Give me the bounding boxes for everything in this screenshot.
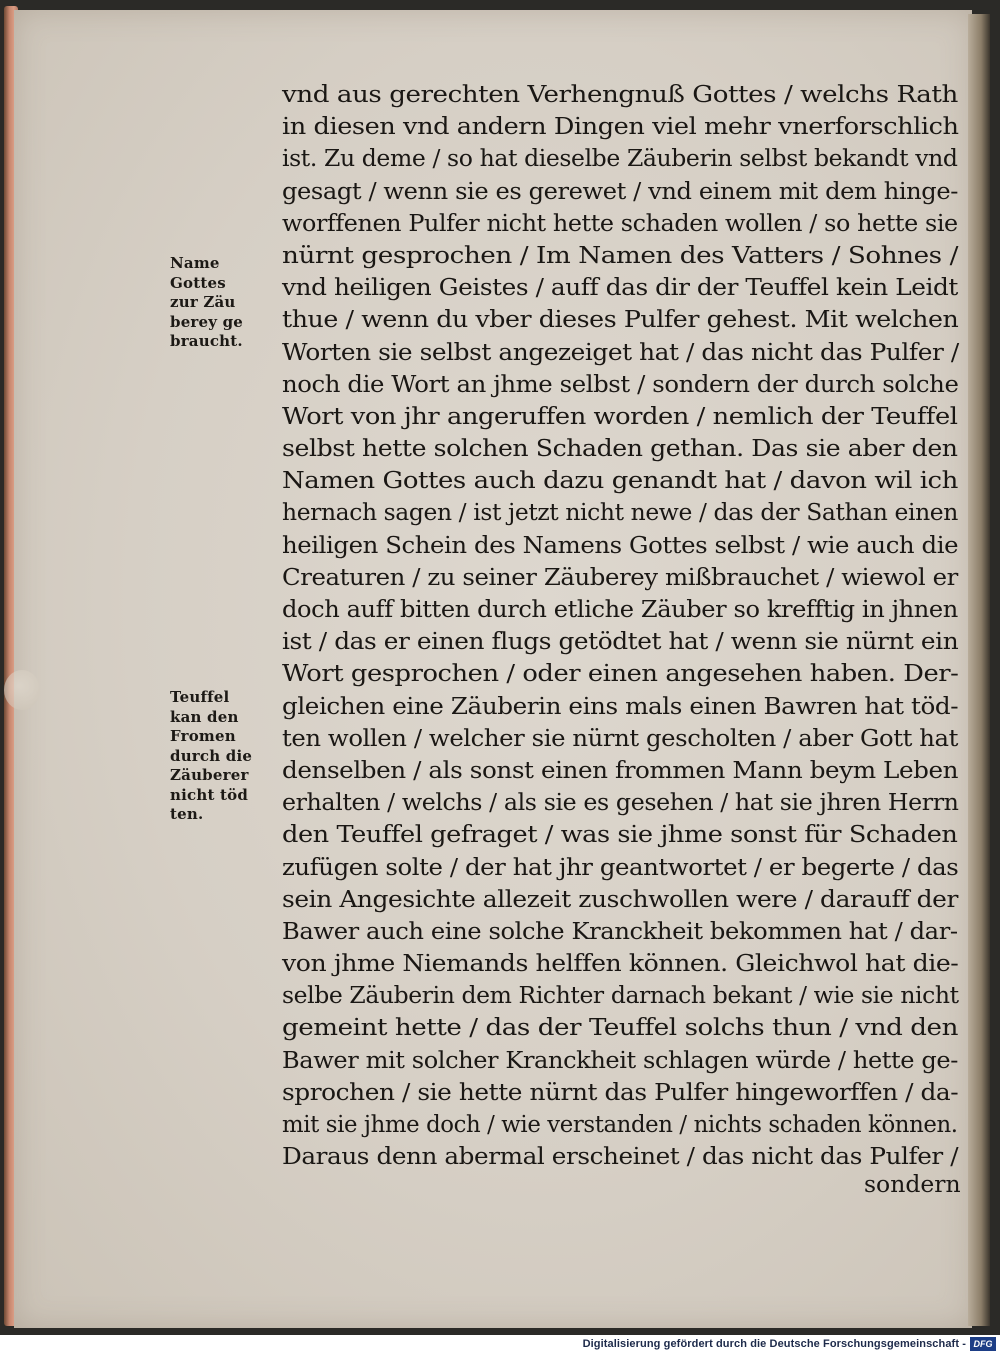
margin-note-line: ten.: [170, 805, 204, 823]
text-line: thue / wenn du vber dieses Pulfer gehest. Mit welchen: [282, 305, 959, 334]
text-line: gesagt / wenn sie es gerewet / vnd einem mit dem hinge-: [282, 176, 958, 205]
text-line: Creaturen / zu seiner Zäuberey mißbrauchet / wiewol er: [282, 562, 958, 591]
text-line: Wort gesprochen / oder einen angesehen haben. Der-: [282, 659, 959, 688]
text-line: Bawer mit solcher Kranckheit schlagen würde / hette ge-: [282, 1045, 958, 1074]
text-line: von jhme Niemands helffen können. Gleichwol hat die-: [282, 949, 959, 978]
catchword: sondern: [864, 1170, 961, 1198]
margin-note-line: Teuffel: [170, 688, 230, 706]
text-line: gleichen eine Zäuberin eins mals einen Bawren hat töd-: [282, 691, 959, 720]
text-line: heiligen Schein des Namens Gottes selbst / wie auch die: [282, 530, 959, 559]
margin-note-line: Name: [170, 254, 220, 272]
text-line: worffenen Pulfer nicht hette schaden wollen / so hette sie: [282, 208, 958, 237]
margin-note-line: Fromen: [170, 727, 236, 745]
text-line: denselben / als sonst einen frommen Mann beym Leben: [282, 755, 959, 784]
text-line: in diesen vnd andern Dingen viel mehr vnerforschlich: [282, 112, 959, 141]
text-line: hernach sagen / ist jetzt nicht newe / das der Sathan einen: [282, 498, 958, 527]
text-line: ist. Zu deme / so hat dieselbe Zäuberin selbst bekandt vnd: [282, 144, 958, 173]
text-line: erhalten / welchs / als sie es gesehen / hat sie jhren Herrn: [282, 788, 959, 817]
text-line: zufügen solte / der hat jhr geantwortet / er begerte / das: [282, 852, 959, 881]
text-line: nürnt gesprochen / Im Namen des Vatters / Sohnes /: [282, 240, 958, 269]
text-line: mit sie jhme doch / wie verstanden / nichts schaden können.: [282, 1110, 958, 1138]
text-line: doch auff bitten durch etliche Zäuber so krefftig in jhnen: [282, 595, 958, 623]
text-line: Worten sie selbst angezeiget hat / das nicht das Pulfer /: [282, 337, 959, 366]
text-line: vnd heiligen Geistes / auff das dir der Teuffel kein Leidt: [282, 273, 958, 302]
text-line: Bawer auch eine solche Kranckheit bekommen hat / dar-: [282, 916, 958, 945]
margin-note-line: Zäuberer: [170, 766, 249, 784]
text-line: sprochen / sie hette nürnt das Pulfer hingeworffen / da-: [282, 1077, 959, 1106]
text-line: den Teuffel gefraget / was sie jhme sonst für Schaden: [282, 820, 958, 849]
margin-note-line: nicht töd: [170, 785, 249, 804]
text-line: noch die Wort an jhme selbst / sondern der durch solche: [282, 369, 959, 398]
text-line: gemeint hette / das der Teuffel solchs thun / vnd den: [282, 1013, 958, 1042]
margin-note-line: durch die: [170, 746, 253, 765]
text-line: Daraus denn abermal erscheinet / das nicht das Pulfer /: [282, 1142, 959, 1171]
margin-note-line: zur Zäu: [170, 293, 236, 311]
digitization-credit: Digitalisierung gefördert durch die Deutsche Forschungsgemeinschaft -: [582, 1338, 966, 1350]
margin-note-line: braucht.: [170, 332, 243, 350]
margin-note-teuffel: [170, 688, 270, 825]
text-line: selbst hette solchen Schaden gethan. Das sie aber den: [282, 434, 958, 463]
body-text: [282, 78, 962, 1172]
dfg-logo: DFG: [970, 1337, 996, 1351]
text-line: vnd aus gerechten Verhengnuß Gottes / welchs Rath: [282, 80, 958, 108]
margin-note-line: Gottes: [170, 273, 226, 292]
text-line: ist / das er einen flugs getödtet hat / wenn sie nürnt ein: [282, 627, 959, 656]
text-line: Namen Gottes auch dazu genandt hat / davon wil ich: [282, 466, 958, 495]
margin-note-name-gottes: [170, 254, 270, 352]
clasp-shadow: [4, 670, 40, 710]
margin-note-line: berey ge: [170, 312, 244, 331]
text-line: Wort von jhr angeruffen worden / nemlich der Teuffel: [282, 401, 958, 430]
text-line: sein Angesichte allezeit zuschwollen were / darauff der: [282, 884, 958, 913]
text-line: ten wollen / welcher sie nürnt gescholten / aber Gott hat: [282, 723, 959, 752]
text-line: selbe Zäuberin dem Richter darnach bekant / wie sie nicht: [282, 981, 959, 1010]
margin-note-line: kan den: [170, 707, 239, 726]
